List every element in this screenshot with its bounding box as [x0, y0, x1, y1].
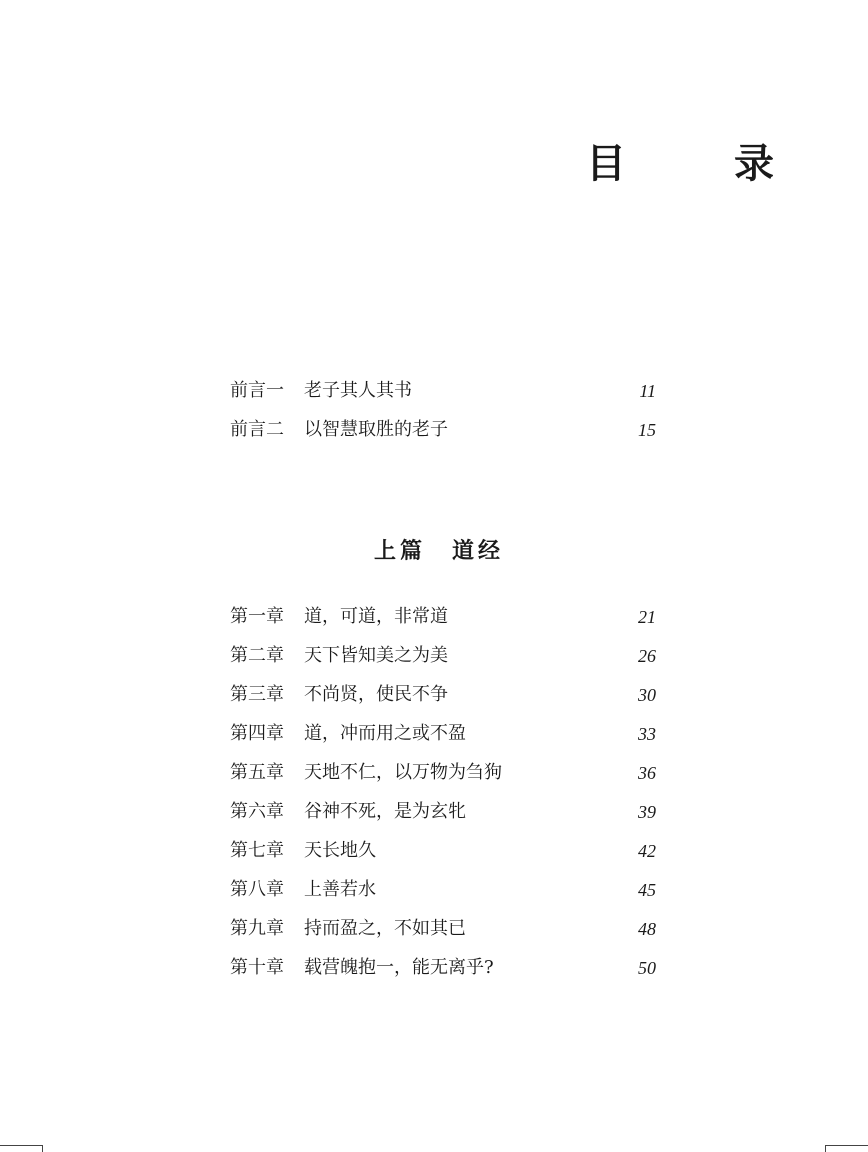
- toc-entry-title: 道，可道，非常道: [304, 606, 448, 627]
- toc-entry-page-number: 42: [638, 841, 656, 861]
- toc-entry-label: 第一章: [230, 606, 284, 627]
- toc-entry-preface-2[interactable]: [230, 418, 658, 457]
- toc-entry-label: 第三章: [230, 684, 284, 705]
- toc-entry-page-number: 15: [638, 420, 656, 440]
- toc-entry-label: 第七章: [230, 840, 284, 861]
- toc-entry-chapter-4[interactable]: [230, 722, 658, 761]
- toc-entry-page-number: 39: [638, 802, 656, 822]
- toc-entry-chapter-5[interactable]: [230, 761, 658, 800]
- toc-entry-page-number: 45: [638, 880, 656, 900]
- toc-entry-label: 第四章: [230, 723, 284, 744]
- toc-entry-title: 持而盈之，不如其已: [304, 918, 466, 939]
- toc-entry-page-number: 36: [638, 763, 656, 783]
- page-title: 目 录: [586, 140, 808, 187]
- toc-entry-chapter-3[interactable]: [230, 683, 658, 722]
- toc-entry-page-number: 48: [638, 919, 656, 939]
- crop-mark-bottom-left: [0, 1145, 43, 1152]
- toc-entry-label: 第六章: [230, 801, 284, 822]
- preface-list: [230, 379, 658, 457]
- toc-entry-page-number: 21: [638, 607, 656, 627]
- toc-entry-label: 第二章: [230, 645, 284, 666]
- toc-entry-chapter-7[interactable]: [230, 839, 658, 878]
- toc-entry-title: 不尚贤，使民不争: [304, 684, 448, 705]
- toc-entry-title: 老子其人其书: [304, 380, 412, 401]
- section-heading: 上篇 道经: [373, 538, 504, 564]
- toc-entry-page-number: 26: [638, 646, 656, 666]
- toc-entry-chapter-9[interactable]: [230, 917, 658, 956]
- toc-entry-label: 第十章: [230, 957, 284, 978]
- toc-entry-label: 第八章: [230, 879, 284, 900]
- toc-entry-title: 天长地久: [304, 840, 376, 861]
- toc-entry-label: 第五章: [230, 762, 284, 783]
- toc-entry-page-number: 50: [638, 958, 656, 978]
- toc-entry-label: 第九章: [230, 918, 284, 939]
- toc-entry-title: 以智慧取胜的老子: [304, 419, 448, 440]
- chapter-list: [230, 605, 658, 995]
- toc-entry-label: 前言一: [230, 380, 284, 401]
- toc-entry-chapter-2[interactable]: [230, 644, 658, 683]
- toc-entry-page-number: 30: [638, 685, 656, 705]
- toc-entry-title: 谷神不死，是为玄牝: [304, 801, 466, 822]
- toc-entry-chapter-6[interactable]: [230, 800, 658, 839]
- toc-entry-chapter-1[interactable]: [230, 605, 658, 644]
- toc-entry-title: 上善若水: [304, 879, 376, 900]
- crop-mark-bottom-right: [825, 1145, 868, 1152]
- toc-entry-title: 载营魄抱一，能无离乎?: [304, 957, 494, 978]
- toc-entry-label: 前言二: [230, 419, 284, 440]
- toc-entry-preface-1[interactable]: [230, 379, 658, 418]
- toc-entry-title: 天地不仁，以万物为刍狗: [304, 762, 502, 783]
- toc-entry-title: 道，冲而用之或不盈: [304, 723, 466, 744]
- toc-entry-title: 天下皆知美之为美: [304, 645, 448, 666]
- toc-entry-page-number: 33: [638, 724, 656, 744]
- toc-entry-chapter-10[interactable]: [230, 956, 658, 995]
- toc-entry-chapter-8[interactable]: [230, 878, 658, 917]
- toc-entry-page-number: 11: [639, 381, 656, 401]
